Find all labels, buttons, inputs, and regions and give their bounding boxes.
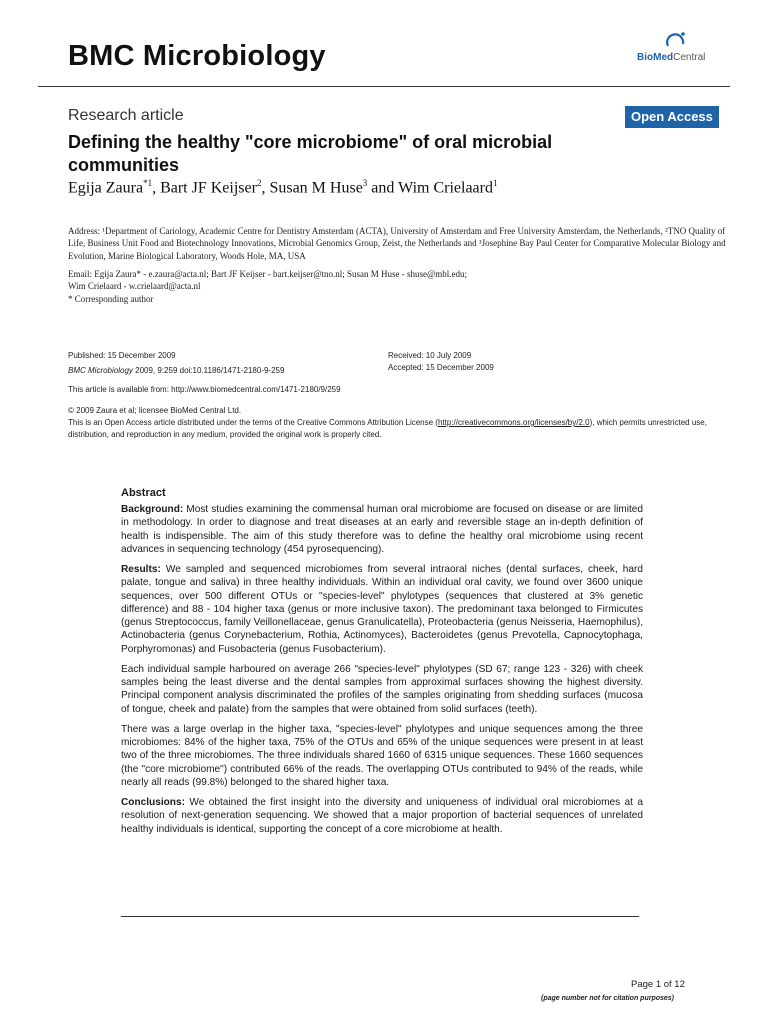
page-number-note: (page number not for citation purposes) <box>541 995 675 1002</box>
results-label: Results: <box>121 564 161 575</box>
open-access-badge: Open Access <box>625 106 719 128</box>
logo-text-bold: BioMed <box>637 52 674 63</box>
email-line[interactable]: Email: Egija Zaura* - e.zaura@acta.nl; Bart JF Keijser - bart.keijser@tno.nl; Susan M Huse - shuse@mbl.edu; <box>68 269 468 279</box>
results-text: We sampled and sequenced microbiomes from several intraoral niches (dental surfaces, cheek, hard palate, tongue and saliva) in three healthy individuals. Within an individual oral cavity, we found over 3600 unique sequences, over 500 different OTUs or "species-level" phylotypes (sequences that clustered at 3% genetic difference) and 88 - 104 higher taxa (genus or more inclusive taxon). The predominant taxa belonged to Firmicutes (genus Streptococcus, family Veillonellaceae, genus Granulicatella), Proteobacteria (genus Neisseria, Haemophilus), Actinobacteria (genus Corynebacterium, Rothia, Actinomyces), Bacteroidetes (genus Prevotella, Capnocytophaga, Porphyromonas) and Fusobacteria (genus Fusobacterium). <box>121 564 643 655</box>
author-list: Egija Zaura$^{*1}$, Bart JF Keijser$^2$, Susan M Huse$^3$ and Wim Crielaard$^1$ <box>68 178 498 197</box>
author-affiliation: 1 <box>492 178 498 188</box>
author-affiliation: 2 <box>256 178 262 188</box>
corresponding-author-note: * Corresponding author <box>68 294 154 304</box>
page-number: Page 1 of 12 <box>631 979 685 990</box>
conclusions-text: We obtained the first insight into the diversity and uniqueness of individual oral microbiomes at a resolution of next-generation sequencing. We showed that a major proportion of bacterial sequences of unrelated healthy individuals is identical, supporting the concept of a core microbiome at health. <box>121 797 643 835</box>
received-date: Received: 10 July 2009 <box>388 351 472 360</box>
author-address: Address: ¹Department of Cariology, Academic Centre for Dentistry Amsterdam (ACTA), University of Amsterdam and Free University Amsterdam, the Netherlands, ²TNO Quality of Life, Business Unit Food and Biotechnology Innovations, Microbial Genomics Group, Zeist, the Netherlands and ³Josephine Bay Paul Center for Comparative Molecular Biology and Evolution, Marine Biological Laboratory, Woods Hole, MA, USA <box>68 226 726 261</box>
author-emails <box>68 268 733 293</box>
license-block <box>68 405 708 441</box>
abstract-rule <box>121 916 639 917</box>
license-text-pre: This is an Open Access article distributed under the terms of the Creative Commons Attribution License ( <box>68 418 438 427</box>
license-text <box>68 417 708 441</box>
biomed-central-logo <box>637 34 727 70</box>
logo-text-light: Central <box>673 52 706 63</box>
license-text-post: ), which permits unrestricted use, distribution, and reproduction in any medium, provided the original work is properly cited. <box>68 418 707 439</box>
accepted-date: Accepted: 15 December 2009 <box>388 363 494 372</box>
header-rule <box>38 86 730 87</box>
abstract-background <box>121 503 643 556</box>
author-name: Bart JF Keijser <box>160 179 257 197</box>
copyright-line: © 2009 Zaura et al; licensee BioMed Central Ltd. <box>68 406 242 415</box>
article-title: Defining the healthy "core microbiome" of oral microbial communities <box>68 132 553 175</box>
background-text: Most studies examining the commensal human oral microbiome are focused on disease or are limited in methodology. In order to diagnose and treat diseases at an early and reversible stage an in-depth definition of health is indispensible. The aim of this study therefore was to define the healthy oral microbiome using recent advances in sequencing technology (454 pyrosequencing). <box>121 504 643 555</box>
citation-journal: BMC Microbiology <box>68 366 133 375</box>
author-name: Susan M Huse <box>269 179 363 197</box>
abstract-results-paragraph: There was a large overlap in the higher taxa, "species-level" phylotypes and unique sequences among the three microbiomes: 84% of the higher taxa, 75% of the OTUs and 65% of the unique sequences were present in at least two of the three microbiomes. The three individuals shared 1660 of 6315 unique sequences. These 1660 sequences (the "core microbiome") contributed 66% of the reads. The overlapping OTUs contributed to 94% of the reads, while nearly all reads (99.8%) belonged to the shared higher taxa. <box>121 723 643 788</box>
email-line[interactable]: Wim Crielaard - w.crielaard@acta.nl <box>68 281 201 292</box>
abstract-section <box>121 486 643 843</box>
background-label: Background: <box>121 504 184 515</box>
author-name: Wim Crielaard <box>398 179 493 197</box>
abstract-results-paragraph: Each individual sample harboured on average 266 "species-level" phylotypes (SD 67; range 123 - 326) with cheek samples being the least diverse and the dental samples from approximal surfaces showing the highest diversity. Principal component analysis discriminated the profiles of the samples originating from shedding surfaces (mucosa of tongue, cheek and palate) from the samples that were obtained from solid surfaces (teeth). <box>121 663 643 715</box>
biomed-logo-arc-icon <box>661 30 691 50</box>
author-name: Egija Zaura <box>68 179 144 197</box>
author-affiliation: *1 <box>143 178 153 188</box>
citation-details: 2009, 9:259 doi:10.1186/1471-2180-9-259 <box>132 366 285 375</box>
conclusions-label: Conclusions: <box>121 797 185 808</box>
article-url[interactable]: This article is available from: http://www.biomedcentral.com/1471-2180/9/259 <box>68 385 341 394</box>
abstract-results <box>121 563 643 656</box>
abstract-conclusions <box>121 796 643 836</box>
citation <box>68 365 284 377</box>
license-link[interactable]: http://creativecommons.org/licenses/by/2.0 <box>437 418 590 427</box>
published-date: Published: 15 December 2009 <box>68 351 176 360</box>
abstract-heading: Abstract <box>121 487 166 499</box>
article-type: Research article <box>68 107 184 124</box>
journal-title: BMC Microbiology <box>68 40 326 72</box>
author-affiliation: 3 <box>362 178 368 188</box>
